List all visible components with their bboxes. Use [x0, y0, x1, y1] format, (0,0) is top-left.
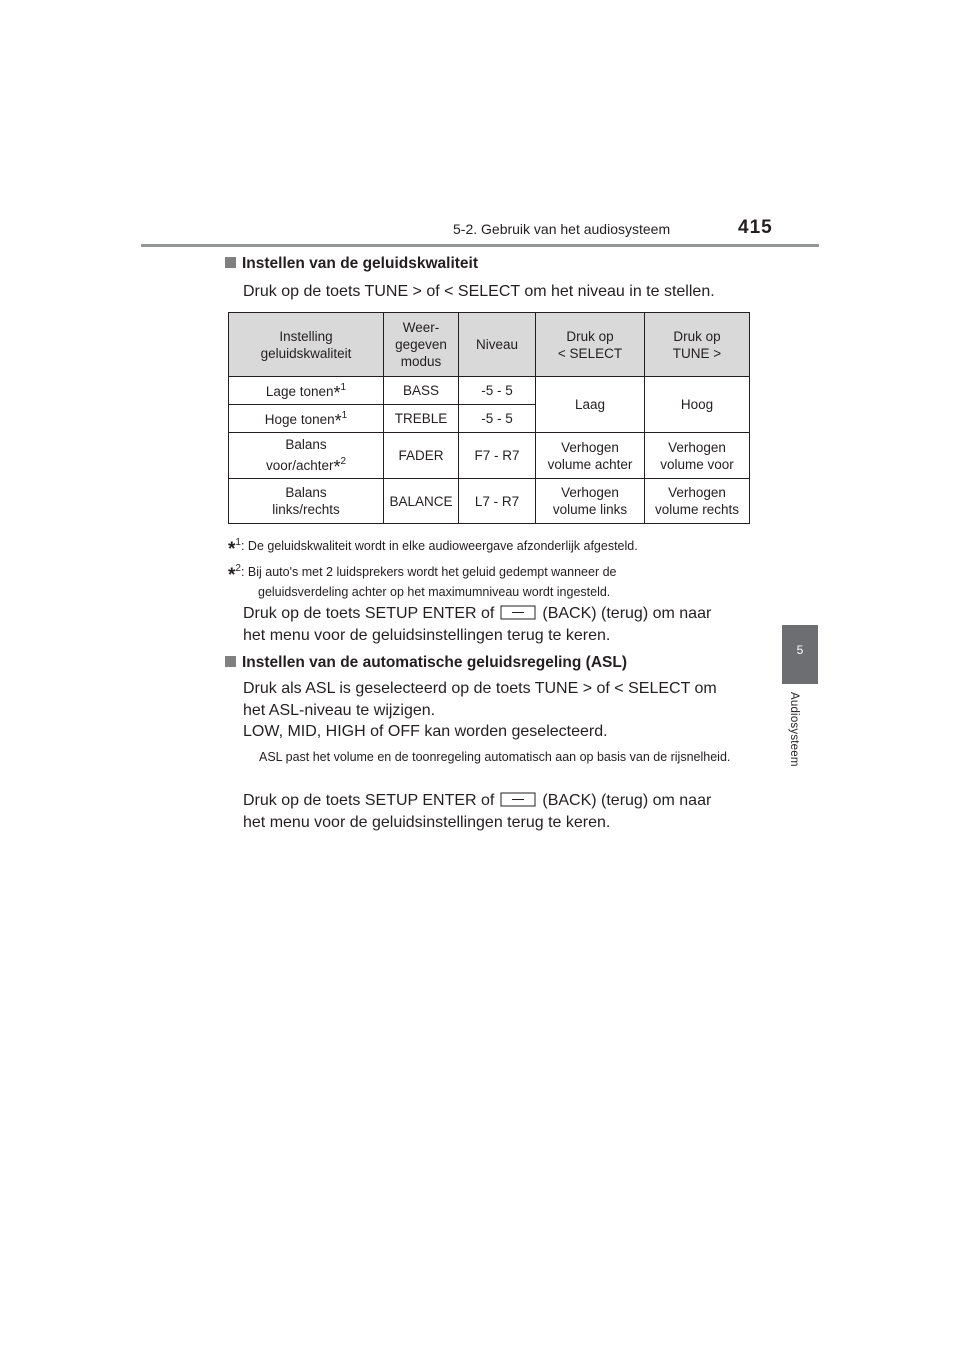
page-number: 415 — [738, 217, 773, 238]
col-header-level: Niveau — [459, 313, 536, 377]
footnote-1: *$^1$: De geluidskwaliteit wordt in elke audioweergave afzonderlijk afgesteld. — [228, 537, 638, 560]
cell-setting: Balans links/rechts — [229, 479, 384, 524]
cell-level: L7 - R7 — [459, 479, 536, 524]
cell-setting: Lage tonen*$^1$ — [229, 377, 384, 405]
cell-mode: BALANCE — [384, 479, 459, 524]
col-header-select: Druk op < SELECT — [536, 313, 645, 377]
asl-text: Druk als ASL is geselecteerd op de toets TUNE > of < SELECT om het ASL-niveau te wijzigen. LOW, MID, HIGH of OFF kan worden geselecteerd. — [243, 680, 717, 740]
intro-text: Druk op de toets TUNE > of < SELECT om het niveau in te stellen. — [243, 283, 715, 300]
square-bullet-icon — [225, 656, 236, 667]
table-row — [229, 377, 750, 405]
cell-setting: Hoge tonen*$^1$ — [229, 405, 384, 433]
settings-table — [228, 312, 750, 524]
cell-tune: Hoog — [645, 377, 750, 433]
section-title: 5-2. Gebruik van het audiosysteem — [453, 221, 671, 237]
chapter-label: Audiosysteem — [788, 692, 800, 767]
cell-level: F7 - R7 — [459, 433, 536, 479]
cell-mode: FADER — [384, 433, 459, 479]
table-header-row — [229, 313, 750, 377]
square-bullet-icon — [225, 257, 236, 268]
cell-mode: TREBLE — [384, 405, 459, 433]
table-row — [229, 433, 750, 479]
back-icon — [500, 605, 536, 620]
back-icon — [500, 792, 536, 807]
col-header-tune: Druk op TUNE > — [645, 313, 750, 377]
table-row — [229, 479, 750, 524]
footnote-2: *$^2$: Bij auto's met 2 luidsprekers wordt het geluid gedempt wanneer de geluidsverdeling achter op het maximumniveau wordt ingesteld. — [228, 563, 617, 599]
cell-tune: Verhogen volume voor — [645, 433, 750, 479]
header-divider — [141, 244, 819, 247]
cell-select: Verhogen volume achter — [536, 433, 645, 479]
asl-note: ASL past het volume en de toonregeling automatisch aan op basis van de rijsnelheid. — [259, 750, 731, 764]
chapter-number: 5 — [796, 643, 804, 657]
return-instruction-2: Druk op de toets SETUP ENTER of (BACK) (terug) om naar het menu voor de geluidsinstellingen terug te keren. — [243, 792, 712, 831]
cell-level: -5 - 5 — [459, 405, 536, 433]
cell-mode: BASS — [384, 377, 459, 405]
col-header-mode: Weer- gegeven modus — [384, 313, 459, 377]
return-instruction-1: Druk op de toets SETUP ENTER of (BACK) (terug) om naar het menu voor de geluidsinstellingen terug te keren. — [243, 605, 712, 644]
col-header-setting: Instelling geluidskwaliteit — [229, 313, 384, 377]
cell-tune: Verhogen volume rechts — [645, 479, 750, 524]
heading-asl: Instellen van de automatische geluidsregeling (ASL) — [225, 654, 627, 672]
cell-setting: Balans voor/achter*$^2$ — [229, 433, 384, 479]
cell-level: -5 - 5 — [459, 377, 536, 405]
cell-select: Verhogen volume links — [536, 479, 645, 524]
heading-sound-quality: Instellen van de geluidskwaliteit — [225, 255, 478, 273]
cell-select: Laag — [536, 377, 645, 433]
